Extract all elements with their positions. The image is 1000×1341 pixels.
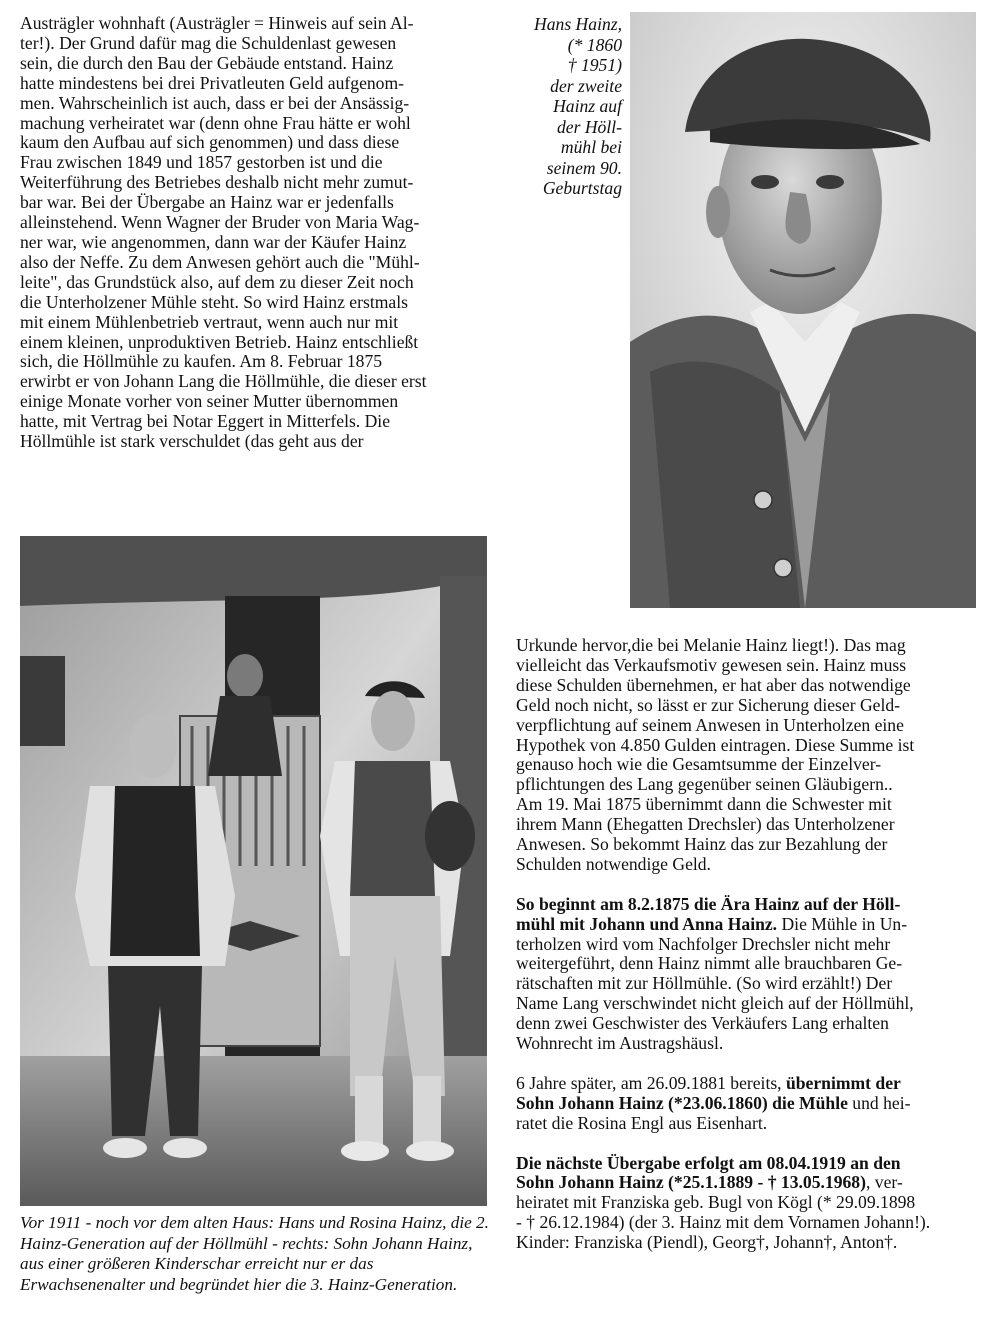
body-text-column-left [20, 14, 500, 452]
group-photo-graphic [20, 536, 487, 1206]
paragraph-right-2-rest: Die Mühle in Un- terholzen wird vom Nachfolger Drechsler nicht mehr weitergeführt, denn Hainz nimmt alle brauchbaren Ge- rätschaften mit zur Höllmühle. (So wird erzählt!) Der Name Lang verschwindet nicht gleich auf der Höllmühl, denn zwei Geschwister des Verkäufers Lang erhalten Wohnrecht im Austragshäusl. [516, 913, 914, 1054]
paragraph-right-3-start: 6 Jahre später, am 26.09.1881 bereits, [516, 1072, 786, 1093]
portrait-caption: Hans Hainz, (* 1860 † 1951) der zweite Hainz auf der Höll- mühl bei seinem 90. Geburtstag [534, 14, 622, 198]
portrait-photo-graphic [630, 12, 976, 608]
portrait-photo-hans-hainz [630, 12, 976, 608]
paragraph-right-4-bold: Die nächste Übergabe erfolgt am 08.04.1919 an den Sohn Johann Hainz (*25.1.1889 - † 13.05.1968) [516, 1152, 901, 1193]
paragraph-right-3-end: und hei- ratet die Rosina Engl aus Eisenhart. [516, 1092, 911, 1133]
group-photo-caption: Vor 1911 - noch vor dem alten Haus: Hans und Rosina Hainz, die 2. Hainz-Generation auf der Höllmühl - rechts: Sohn Johann Hainz, aus einer größeren Kinderschar erreicht nur er das Erwachsenenalter und begründet hier die 3. Hainz-Generation. [20, 1213, 489, 1294]
paragraph-right-2 [516, 895, 988, 1054]
paragraph-right-3-bold: übernimmt der Sohn Johann Hainz (*23.06.1860) die Mühle [516, 1072, 901, 1113]
paragraph-right-1: Urkunde hervor,die bei Melanie Hainz liegt!). Das mag vielleicht das Verkaufsmotiv gewesen sein. Hainz muss diese Schulden übernehmen, er hat aber das notwendige Geld noch nicht, so lässt er zur Sicherung dieser Geld- verpflichtung auf seinem Anwesen in Unterholzen eine Hypothek von 4.850 Gulden eintragen. Diese Summe ist genauso hoch wie die Gesamtsumme der Einzelver- pflichtungen des Lang gegenüber seinen Gläubigern.. Am 19. Mai 1875 übernimmt dann die Schwester mit ihrem Mann (Ehegatten Drechsler) das Unterholzener Anwesen. So bekommt Hainz das zur Bezahlung der Schulden notwendige Geld. [516, 635, 915, 874]
paragraph-right-3 [516, 1074, 988, 1134]
paragraph-right-2-bold: So beginnt am 8.2.1875 die Ära Hainz auf der Höll- mühl mit Johann und Anna Hainz. [516, 893, 901, 934]
paragraph-right-4 [516, 1154, 988, 1254]
paragraph-top: Austrägler wohnhaft (Austrägler = Hinweis auf sein Al- ter!). Der Grund dafür mag die Schuldenlast gewesen sein, die durch den Bau der Gebäude entstand. Hainz hatte mindestens bei drei Privatleuten Geld aufgenom- men. Wahrscheinlich ist auch, dass er bei der Ansässig- machung verheiratet war (denn ohne Frau hätte er wohl kaum den Aufbau auf sich genommen) und dass diese Frau zwischen 1849 und 1857 gestorben ist und die Weiterführung des Betriebes deshalb nicht mehr zumut- bar war. Bei der Übergabe an Hainz war er jedenfalls alleinstehend. Wenn Wagner der Bruder von Maria Wag- ner war, wie angenommen, dann war der Käufer Hainz also der Neffe. Zu dem Anwesen gehört auch die "Mühl- leite", das Grundstück also, auf dem zu dieser Zeit noch die Unterholzener Mühle steht. So wird Hainz erstmals mit einem Mühlenbetrieb vertraut, wenn auch nur mit einem kleinen, unproduktiven Betrieb. Hainz entschließt sich, die Höllmühle zu kaufen. Am 8. Februar 1875 erwirbt er von Johann Lang die Höllmühle, die dieser erst einige Monate vorher von seiner Mutter übernommen hatte, mit Vertrag bei Notar Eggert in Mitterfels. Die Höllmühle ist stark verschuldet (das geht aus der [20, 13, 427, 452]
paragraph-right-4-rest: , ver- heiratet mit Franziska geb. Bugl von Kögl (* 29.09.1898 - † 26.12.1984) (der 3. Hainz mit dem Vornamen Johann!). Kinder: Franziska (Piendl), Georg†, Johann†, Anton†. [516, 1172, 931, 1253]
body-text-column-right [516, 636, 988, 1253]
group-photo-hainz-family [20, 536, 487, 1206]
